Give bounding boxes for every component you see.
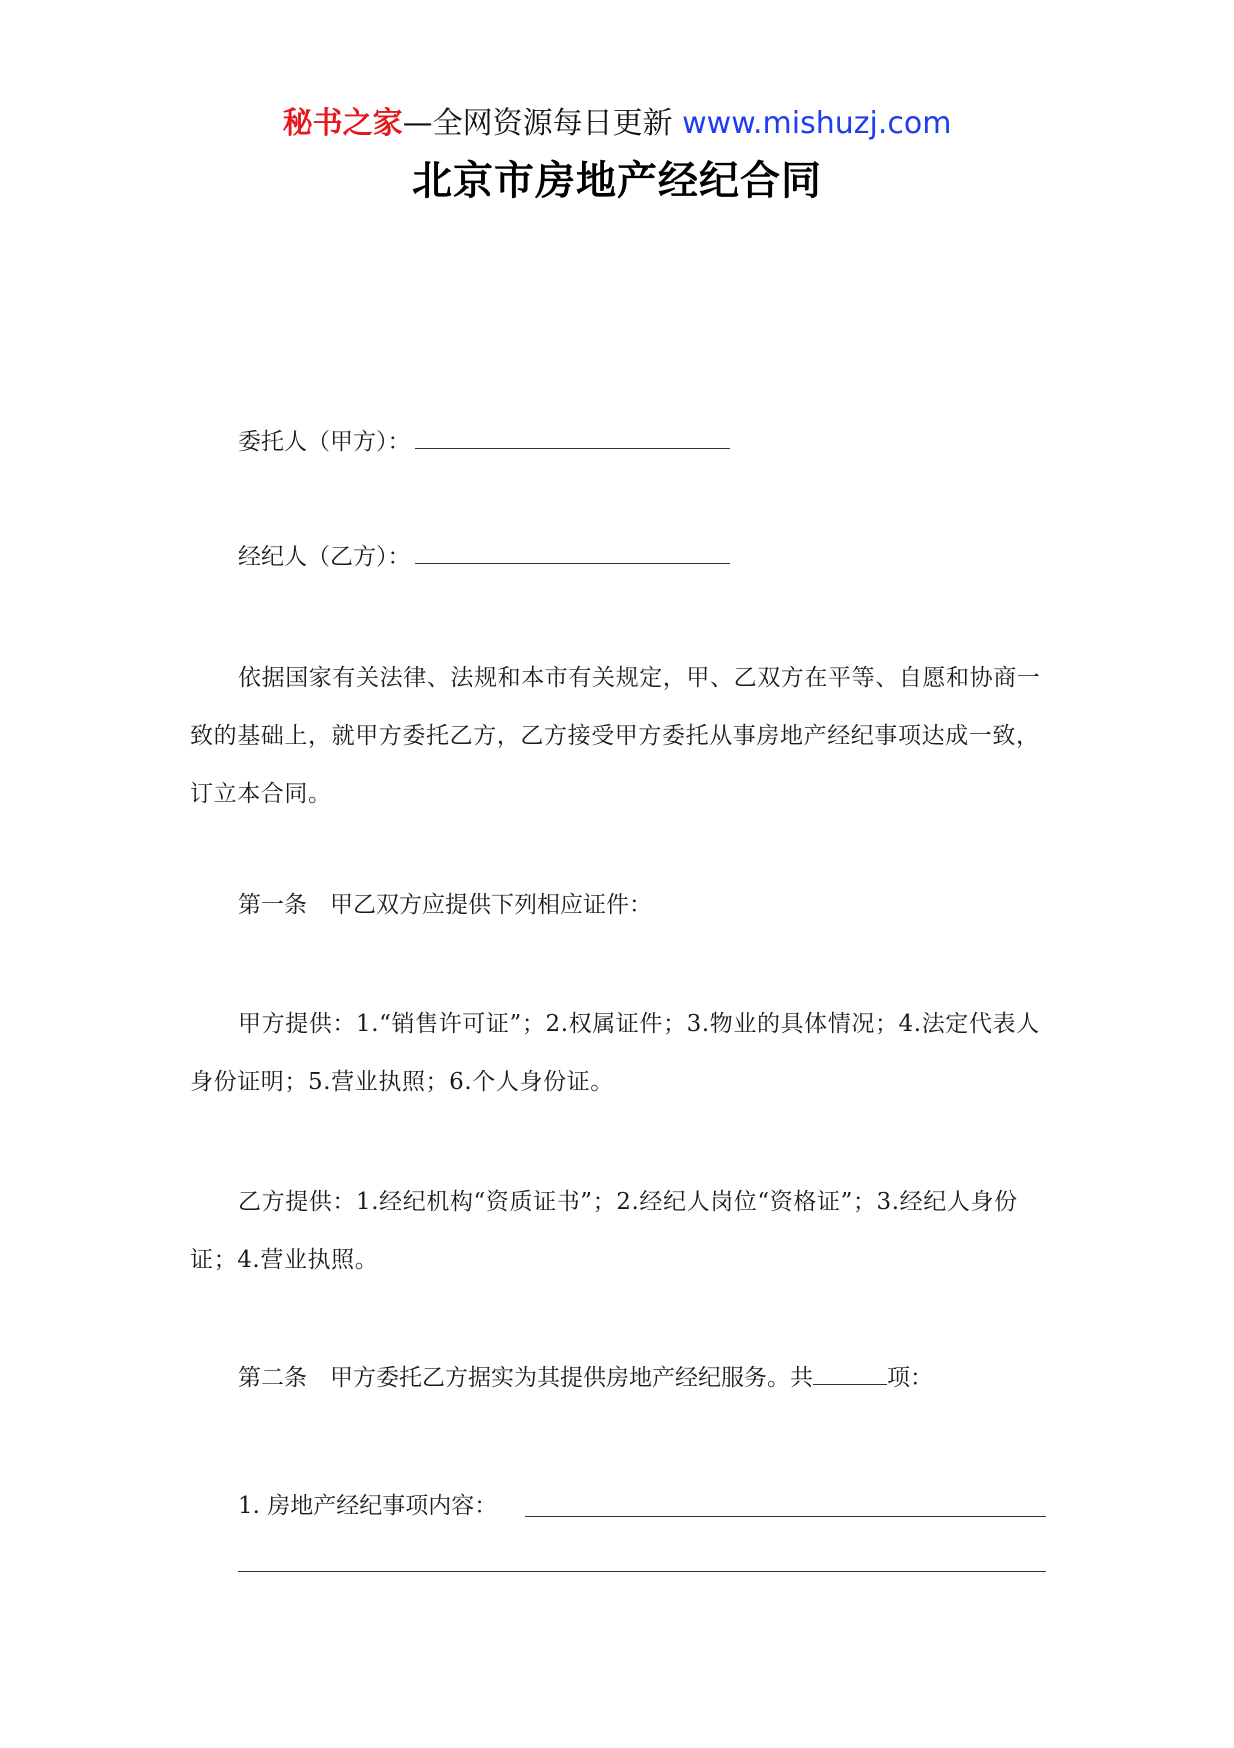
article1-heading: 第一条 甲乙双方应提供下列相应证件：	[238, 892, 652, 918]
item1-continuation-line	[238, 1571, 1046, 1572]
article1-party-b: 乙方提供：1.经纪机构“资质证书”；2.经纪人岗位“资格证”；3.经纪人身份证；4.营业执照。	[190, 1189, 1018, 1273]
client-blank	[415, 424, 730, 449]
broker-blank	[415, 539, 730, 564]
article1-party-a: 甲方提供：1.“销售许可证”；2.权属证件；3.物业的具体情况；4.法定代表人身份证明；5.营业执照；6.个人身份证。	[190, 1011, 1040, 1095]
client-label: 委托人（甲方）：	[238, 429, 411, 455]
article2-item1-label: 1. 房地产经纪事项内容：	[238, 1493, 498, 1519]
preamble-paragraph: 依据国家有关法律、法规和本市有关规定，甲、乙双方在平等、自愿和协商一致的基础上，就甲方委托乙方，乙方接受甲方委托从事房地产经纪事项达成一致，订立本合同。	[190, 665, 1041, 807]
brand-name: 秘书之家	[282, 106, 403, 141]
site-url[interactable]: www.mishuzj.com	[682, 106, 952, 141]
item1-blank-line	[525, 1516, 1046, 1517]
article2-heading	[238, 1360, 933, 1396]
brand-tagline: —全网资源每日更新	[402, 106, 673, 141]
broker-label: 经纪人（乙方）：	[238, 544, 411, 570]
item-count-blank	[813, 1362, 887, 1385]
article2-heading-prefix: 第二条 甲方委托乙方据实为其提供房地产经纪服务。共	[238, 1365, 813, 1391]
site-banner	[0, 104, 1234, 144]
article2-heading-suffix: 项：	[887, 1365, 933, 1391]
broker-field	[238, 539, 730, 575]
document-title: 北京市房地产经纪合同	[412, 158, 822, 204]
client-field	[238, 424, 730, 460]
